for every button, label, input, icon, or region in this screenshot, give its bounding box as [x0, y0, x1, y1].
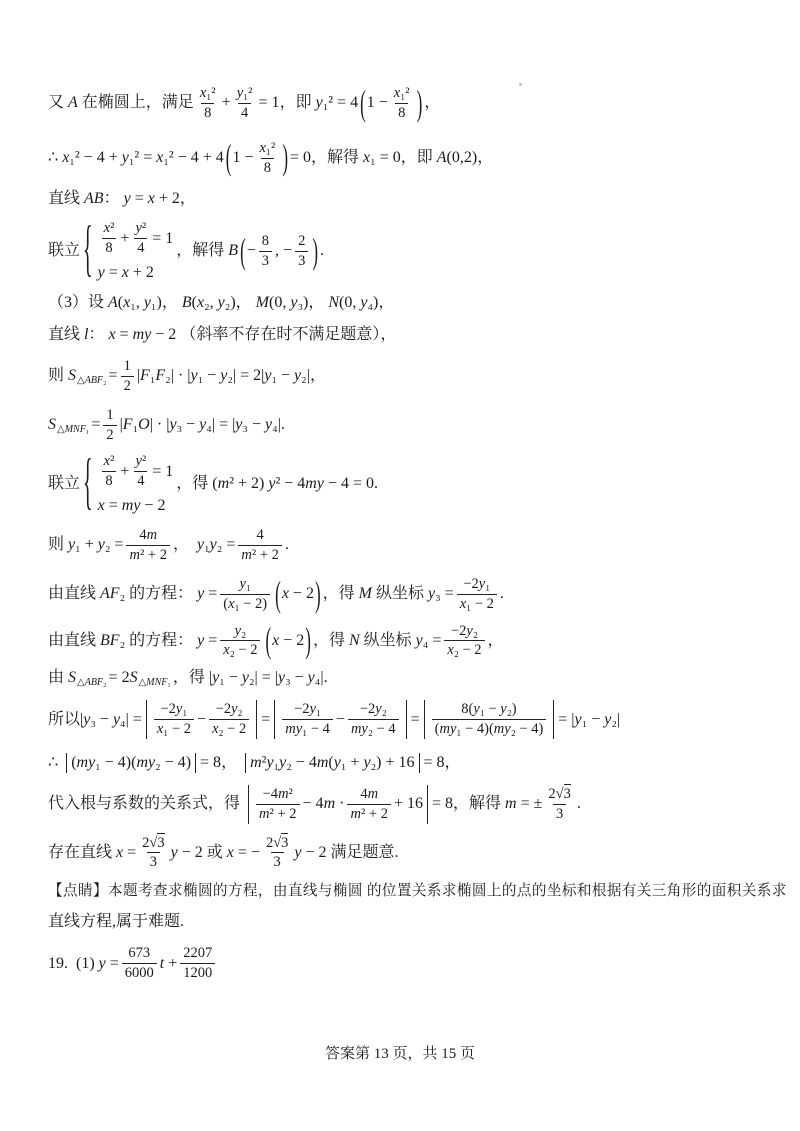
- math-run: A(0,2): [436, 149, 478, 167]
- fraction: [101, 452, 118, 491]
- text-run: ，: [444, 753, 461, 771]
- math-run: A: [68, 94, 78, 112]
- numerator: 2√3: [548, 785, 571, 802]
- numerator: 4: [256, 527, 264, 544]
- line-part3-setup: [48, 293, 760, 313]
- text-run: 代入根与系数的关系式，得: [48, 795, 245, 813]
- math-run: = 8: [200, 753, 222, 771]
- paren-group: [225, 139, 289, 178]
- numerator: y₂: [234, 622, 247, 639]
- text-run: （3）设: [48, 294, 109, 312]
- text-run: ，即: [400, 149, 437, 167]
- line-line-ab: [48, 189, 760, 209]
- absolute-value: [245, 753, 419, 773]
- numerator: −2y₂: [215, 701, 243, 718]
- paren-group: [239, 232, 319, 271]
- math-run: N(0, y₄): [328, 294, 379, 312]
- math-run: t +: [159, 954, 178, 972]
- page-footer: [0, 1042, 800, 1063]
- text-run: ，: [477, 149, 494, 167]
- math-run: 1 −: [366, 94, 388, 112]
- brace-icon: {: [83, 448, 93, 517]
- fraction: [295, 232, 308, 271]
- text-run: 纵坐标: [359, 631, 416, 649]
- right-paren: ): [282, 137, 288, 178]
- denominator: m² + 2: [347, 804, 391, 824]
- numerator: −2y₂: [359, 701, 387, 718]
- math-run: = 8: [423, 753, 445, 771]
- left-paren: (: [275, 573, 281, 614]
- text-run: ，得: [172, 669, 209, 687]
- fraction: [154, 700, 194, 739]
- denominator: 8: [261, 158, 274, 178]
- math-run: M(0, y₃): [255, 294, 309, 312]
- math-run: =: [410, 710, 420, 728]
- fraction: [347, 785, 391, 824]
- text-run: 的方程：: [125, 631, 198, 649]
- system-row: [98, 219, 174, 258]
- absolute-value: [274, 700, 406, 739]
- text-run: ：: [88, 326, 109, 344]
- line-remark-1: [48, 882, 787, 900]
- fraction: [209, 700, 249, 739]
- math-run: l: [84, 326, 89, 344]
- math-run: +: [120, 229, 130, 247]
- line-solve-x1: [48, 139, 760, 178]
- math-run: x − 2: [281, 585, 314, 603]
- paren-group: [264, 620, 311, 661]
- denominator: 8: [395, 103, 408, 123]
- solution-content: [48, 83, 787, 983]
- denominator: x₂ − 2: [209, 719, 249, 739]
- denominator: m² + 2: [238, 545, 282, 565]
- numerator: y₁: [239, 575, 251, 592]
- line-abs-chain: [48, 700, 760, 739]
- text-run: 则: [48, 367, 69, 385]
- math-run: ∴: [48, 753, 63, 771]
- text-run: 又: [48, 94, 69, 112]
- math-run: |y₃ − y₄| =: [80, 710, 142, 728]
- numerator: −2y₁: [294, 701, 322, 718]
- line-problem-19: [48, 944, 760, 983]
- math-run: B(x₂, y₂): [181, 294, 236, 312]
- denominator: x₂ − 2: [220, 640, 260, 660]
- left-paren: (: [240, 231, 246, 271]
- math-run: y − 2: [170, 843, 203, 861]
- right-paren: ): [416, 83, 423, 124]
- math-run: y =: [197, 631, 218, 649]
- math-run: ∴ x₁² − 4 + y₁² = x₁² − 4 + 4: [48, 149, 224, 167]
- brace-icon: {: [83, 215, 93, 284]
- text-run: ，得: [312, 631, 349, 649]
- text-run: ，: [179, 190, 196, 208]
- numerator: 4m: [139, 527, 158, 544]
- fraction: [256, 139, 278, 178]
- denominator: x₁ − 2: [154, 719, 194, 739]
- math-run: y₁ + y₂ =: [68, 536, 124, 554]
- math-run: = 1: [152, 462, 174, 480]
- denominator: 6000: [122, 963, 157, 983]
- math-run: |F₁F₂| · |y₁ − y₂| = 2|y₁ − y₂|: [136, 367, 310, 385]
- text-run: 联立: [48, 475, 81, 493]
- line-remark-2: [48, 912, 760, 932]
- fraction: [197, 84, 219, 123]
- math-run: −: [197, 710, 207, 728]
- denominator: 3: [553, 804, 566, 824]
- fraction: [101, 219, 118, 258]
- text-run: 直线: [48, 190, 85, 208]
- math-run: y₃ =: [427, 585, 454, 603]
- line-af2-equation: [48, 575, 760, 614]
- math-run: |y₁ − y₂| = |y₃ − y₄|.: [208, 669, 328, 687]
- text-run: ：: [103, 190, 124, 208]
- denominator: (my₁ − 4)(my₂ − 4): [432, 719, 547, 739]
- fraction: [122, 944, 157, 983]
- absolute-value: [66, 753, 196, 773]
- math-run: S: [68, 669, 77, 687]
- text-run: 由直线: [48, 585, 101, 603]
- math-run: y = x + 2: [123, 190, 180, 208]
- numerator: 2207: [183, 945, 213, 962]
- line-vieta: [48, 526, 760, 565]
- math-run: −: [246, 242, 256, 260]
- line-bf2-equation: [48, 622, 760, 661]
- math-run: x =: [116, 843, 137, 861]
- denominator: 8: [102, 471, 115, 491]
- fraction: [220, 622, 260, 661]
- fraction: [348, 700, 399, 739]
- fraction: [103, 406, 116, 445]
- line-area-mnf1: [48, 406, 760, 445]
- text-run: ，即: [279, 94, 316, 112]
- line-ellipse-substitution: [48, 84, 760, 123]
- denominator: 3: [271, 852, 284, 872]
- fraction: [457, 575, 497, 614]
- fraction: [256, 785, 300, 824]
- numerator: x²: [103, 453, 115, 470]
- line-line-l: [48, 325, 760, 345]
- fraction: [180, 944, 215, 983]
- math-run: =: [91, 416, 101, 434]
- math-run: = |y₁ − y₂|: [558, 710, 621, 728]
- left-paren: (: [225, 137, 232, 178]
- line-system-l: [48, 448, 760, 517]
- text-run: 满足题意.: [326, 843, 399, 861]
- math-run: S: [48, 416, 56, 434]
- math-run: −: [335, 710, 345, 728]
- math-run: N: [348, 631, 360, 649]
- right-paren: ): [312, 231, 318, 271]
- denominator: 4: [134, 238, 147, 258]
- text-run: 所以: [48, 710, 81, 728]
- math-run: y =: [197, 585, 218, 603]
- fraction: [132, 219, 149, 258]
- system-rows: [98, 452, 174, 516]
- text-run: 存在直线: [48, 843, 117, 861]
- fraction: [263, 834, 291, 873]
- math-run: |F₁O| · |y₃ − y₄| = |y₃ − y₄|.: [119, 416, 285, 434]
- text-run: ，: [424, 94, 441, 112]
- text-run: ，解得: [176, 242, 229, 260]
- denominator: 3: [147, 852, 160, 872]
- math-run: m = ±: [505, 795, 543, 813]
- math-run: 19. (1) y =: [48, 954, 119, 972]
- math-run: = 8: [432, 795, 454, 813]
- numerator: 2√3: [142, 834, 165, 851]
- math-run: =: [108, 367, 118, 385]
- math-run: BF₂: [100, 631, 126, 649]
- numerator: 2√3: [265, 834, 289, 851]
- math-run: , −: [275, 242, 293, 260]
- denominator: 4: [238, 103, 251, 123]
- line-conclusion: [48, 834, 760, 873]
- fraction: [132, 452, 149, 491]
- math-run: = 0: [289, 149, 312, 167]
- math-run: A(x₁, y₁): [108, 294, 162, 312]
- denominator: m² + 2: [256, 804, 300, 824]
- math-run: =: [261, 710, 271, 728]
- fraction: [234, 84, 256, 123]
- text-run: 联立: [48, 242, 81, 260]
- text-run: ，: [235, 294, 256, 312]
- subscript: △MNF₁: [138, 676, 171, 688]
- denominator: 2: [121, 376, 134, 396]
- numerator: x₁²: [393, 85, 410, 101]
- left-paren: (: [265, 620, 272, 661]
- math-run: +: [120, 462, 130, 480]
- math-run: .: [284, 536, 289, 554]
- denominator: x₂ − 2: [444, 640, 484, 660]
- denominator: 3: [259, 251, 272, 271]
- denominator: (x₁ − 2): [220, 594, 270, 614]
- line-area-relation: [48, 668, 760, 688]
- numerator: 1: [106, 406, 114, 423]
- denominator: my₂ − 4: [348, 719, 399, 739]
- denominator: 2: [103, 425, 116, 445]
- numerator: x₁²: [259, 139, 276, 156]
- text-run: ，: [487, 631, 504, 649]
- numerator: −2y₁: [463, 575, 491, 592]
- math-run: AF₂: [100, 585, 126, 603]
- math-run: .: [576, 795, 581, 813]
- fraction: [126, 526, 170, 565]
- math-run: x = my − 2: [97, 497, 166, 515]
- math-run: x₁ = 0: [363, 149, 401, 167]
- denominator: 4: [134, 471, 147, 491]
- numerator: 8: [261, 232, 270, 249]
- subscript: △MNF₁: [57, 423, 90, 435]
- text-run: ，得: [322, 585, 359, 603]
- paren-group: [359, 84, 423, 123]
- math-run: +: [221, 94, 231, 112]
- math-run: = 2S: [108, 669, 138, 687]
- denominator: my₁ − 4: [282, 719, 333, 739]
- numerator: −2y₂: [450, 622, 478, 639]
- text-run: ，: [161, 294, 182, 312]
- fraction: [391, 84, 413, 123]
- denominator: m² + 2: [126, 545, 170, 565]
- math-run: = 1: [258, 94, 280, 112]
- text-run: ，: [221, 753, 242, 771]
- paren-group: [274, 573, 321, 614]
- text-run: ，解得: [311, 149, 364, 167]
- numerator: 4m: [360, 785, 379, 802]
- text-run: 由: [48, 669, 69, 687]
- right-paren: ): [314, 573, 321, 614]
- math-run: .: [319, 242, 324, 260]
- line-area-abf2: [48, 357, 760, 396]
- text-run: ，: [308, 294, 329, 312]
- equation-system: [83, 448, 174, 517]
- system-row: [98, 263, 154, 283]
- fraction: [259, 232, 272, 271]
- math-run: (m² + 2) y² − 4my − 4 = 0.: [212, 475, 378, 493]
- fraction: [139, 834, 167, 873]
- line-system-ab: [48, 215, 760, 284]
- equation-system: [83, 215, 174, 284]
- left-paren: (: [360, 83, 366, 124]
- system-row: [98, 452, 174, 491]
- math-run: y − 2: [294, 843, 327, 861]
- math-run: y = x + 2: [97, 264, 154, 282]
- math-run: x = my − 2: [108, 326, 177, 344]
- text-run: 【点睛】本题考查求椭圆的方程，由直线与椭圆 的位置关系求椭圆上的点的坐标和根据有关三角形的面积关系求: [48, 883, 787, 900]
- line-substitute-vieta: [48, 785, 760, 824]
- absolute-value: [248, 785, 428, 824]
- math-run: y₁y₂ =: [196, 536, 236, 554]
- page-number-text: 答案第 13 页，共 15 页: [324, 1046, 475, 1062]
- subscript: △ABF₂: [77, 375, 107, 387]
- numerator: 1: [123, 358, 131, 375]
- math-run: m²y₁y₂ − 4m(y₁ + y₂) + 16: [250, 753, 415, 771]
- text-run: ，: [172, 536, 197, 554]
- math-run: .: [499, 585, 504, 603]
- numerator: 673: [128, 945, 151, 962]
- numerator: 8(y₁ − y₂): [461, 701, 517, 718]
- absolute-value: [424, 700, 555, 739]
- math-run: x − 2: [272, 631, 305, 649]
- text-run: ，: [378, 294, 395, 312]
- text-run: 直线: [48, 326, 85, 344]
- numerator: y₁²: [236, 85, 253, 101]
- text-run: 的方程：: [125, 585, 198, 603]
- denominator: 8: [102, 238, 115, 258]
- text-run: （斜率不存在时不满足题意），: [176, 326, 397, 344]
- math-run: M: [358, 585, 372, 603]
- numerator: 2: [298, 232, 306, 249]
- math-run: 1 −: [232, 149, 254, 167]
- math-run: + 16: [393, 795, 423, 813]
- system-row: [98, 496, 166, 516]
- fraction: [545, 785, 573, 824]
- math-run: S: [68, 367, 77, 385]
- math-run: AB: [84, 190, 104, 208]
- text-run: 则: [48, 536, 69, 554]
- text-run: 或: [202, 843, 227, 861]
- fraction: [220, 575, 270, 614]
- system-rows: [98, 219, 174, 283]
- right-paren: ): [305, 620, 311, 661]
- absolute-value: [146, 700, 257, 739]
- numerator: y²: [135, 220, 147, 237]
- subscript: △ABF₂: [77, 676, 107, 688]
- fraction: [238, 526, 282, 565]
- text-run: 纵坐标: [371, 585, 428, 603]
- fraction: [282, 700, 333, 739]
- text-run: ，解得: [453, 795, 506, 813]
- numerator: −2y₁: [160, 701, 188, 718]
- denominator: 8: [201, 103, 214, 123]
- math-run: y₁² = 4: [315, 94, 359, 112]
- fraction: [121, 357, 134, 396]
- math-run: − 4m ·: [302, 795, 345, 813]
- line-product-condition: [48, 753, 760, 773]
- numerator: x₁²: [199, 85, 216, 101]
- denominator: 3: [295, 251, 308, 271]
- text-run: 在椭圆上，满足: [77, 94, 194, 112]
- text-run: 直线方程,属于难题.: [48, 913, 185, 931]
- denominator: 1200: [180, 963, 215, 983]
- math-run: B: [228, 242, 239, 260]
- numerator: x²: [103, 220, 115, 237]
- fraction: [432, 700, 547, 739]
- text-run: ，得: [176, 475, 213, 493]
- math-run: x = −: [226, 843, 260, 861]
- math-run: = 1: [152, 229, 174, 247]
- text-run: ，: [309, 367, 326, 385]
- text-run: 由直线: [48, 631, 101, 649]
- math-run: (my₁ − 4)(my₂ − 4): [71, 753, 192, 771]
- numerator: y²: [135, 453, 147, 470]
- numerator: −4m²: [262, 785, 293, 802]
- denominator: x₁ − 2: [457, 594, 497, 614]
- fraction: [444, 622, 484, 661]
- math-run: y₄ =: [415, 631, 442, 649]
